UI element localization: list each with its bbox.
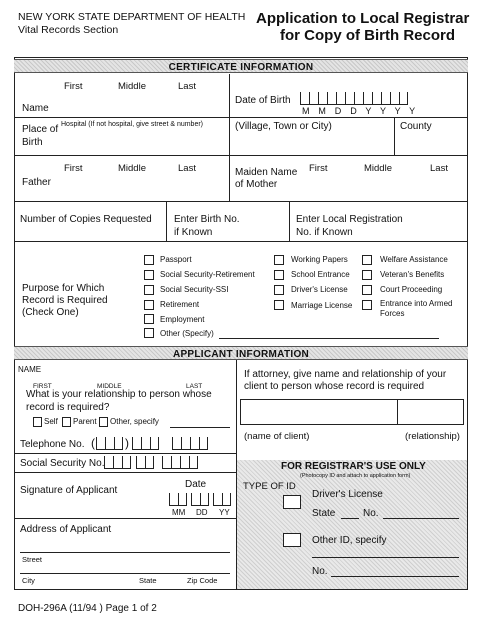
attorney-line-1: If attorney, give name and relationship of your [244,369,447,380]
registrar-other-id-label: Other ID, specify [312,535,387,546]
cert-middle-label: Middle [118,81,146,92]
school-entrance-label: School Entrance [291,270,350,279]
state-label: State [139,576,157,585]
cert-name-label: Name [22,103,49,114]
marriage-license-checkbox[interactable] [274,300,284,310]
attorney-line-2: client to person whose record is required [244,381,425,392]
registrar-heading: FOR REGISTRAR'S USE ONLY [281,461,426,472]
registrar-drivers-license-label: Driver's License [312,489,383,500]
telephone-area-boxes[interactable] [96,437,123,450]
other-rel-checkbox[interactable] [99,417,108,427]
city-line[interactable] [20,573,230,574]
other-id-checkbox[interactable] [283,533,301,547]
armed-forces-label: Entrance into Armed [380,299,453,308]
ss-ssi-checkbox[interactable] [144,285,154,295]
working-papers-label: Working Papers [291,255,348,264]
date-mm-label: MM [172,508,186,517]
purpose-label-1: Purpose for Which [22,283,105,294]
date-boxes-yy[interactable] [213,493,231,506]
hospital-note: Hospital (If not hospital, give street & number) [61,121,204,128]
retirement-checkbox[interactable] [144,300,154,310]
name-of-client-label: (name of client) [244,431,310,442]
registrar-state-label: State [312,508,336,519]
self-label: Self [44,417,58,426]
armed-forces-checkbox[interactable] [362,300,372,310]
form-title-line2: for Copy of Birth Record [280,27,455,44]
applicant-section-header [14,346,468,360]
father-label: Father [22,177,51,188]
signature-label: Signature of Applicant [20,485,118,496]
relationship-question-1: What is your relationship to person whose [26,389,212,400]
form-id-footer: DOH-296A (11/94 ) Page 1 of 2 [18,603,157,614]
dob-format-label: M M D D Y Y Y Y [302,106,419,116]
purpose-label-3: (Check One) [22,307,79,318]
passport-label: Passport [160,255,192,264]
other-rel-line[interactable] [170,427,230,428]
self-checkbox[interactable] [33,417,42,427]
employment-label: Employment [160,315,205,324]
row4-bottom-line [14,241,468,242]
welfare-checkbox[interactable] [362,255,372,265]
certificate-heading: CERTIFICATE INFORMATION [168,62,314,73]
purpose-label-2: Record is Required [22,295,108,306]
drivers-license-checkbox[interactable] [274,285,284,295]
drivers-license-label: Driver's License [291,285,348,294]
father-mother-divider [229,155,230,201]
ssn-label: Social Security No. [20,458,105,469]
date-dd-label: DD [196,508,208,517]
registrar-no-label: No. [363,508,379,519]
row1-bottom-line [14,117,468,118]
other-specify-line[interactable] [219,338,439,339]
copies-label: Number of Copies Requested [20,214,152,225]
applicant-first-label: FIRST [33,383,52,390]
applicant-middle-label: MIDDLE [97,383,122,390]
drivers-license-id-checkbox[interactable] [283,495,301,509]
applicant-last-label: LAST [186,383,203,390]
client-name-box[interactable] [240,399,398,425]
mother-last-label: Last [430,163,448,174]
cert-last-label: Last [178,81,196,92]
county-label: County [400,121,432,132]
tel-bottom-line [14,453,236,454]
birth-label: Birth [22,137,43,148]
mother-first-label: First [309,163,328,174]
other-id-line[interactable] [312,557,459,558]
agency-name: NEW YORK STATE DEPARTMENT OF HEALTH [18,11,246,23]
copies-divider [166,201,167,241]
telephone-prefix-boxes[interactable] [132,437,159,450]
marriage-license-label: Marriage License [291,301,353,310]
other-specify-checkbox[interactable] [144,328,154,338]
other-rel-label: Other, specify [110,417,159,426]
village-label: (Village, Town or City) [235,121,332,132]
employment-checkbox[interactable] [144,314,154,324]
telephone-line-boxes[interactable] [172,437,208,450]
mother-middle-label: Middle [364,163,392,174]
date-boxes-mm[interactable] [169,493,187,506]
ssn-boxes-2[interactable] [136,456,154,469]
cert-first-label: First [64,81,83,92]
retirement-label: Retirement [160,300,200,309]
applicant-name-label: NAME [18,365,42,374]
place-of-label: Place of [22,124,59,135]
telephone-label: Telephone No. [20,439,85,450]
school-entrance-checkbox[interactable] [274,270,284,280]
tel-open-paren: ( [91,436,95,450]
applicant-heading: APPLICANT INFORMATION [172,349,310,360]
name-dob-divider [229,74,230,117]
street-label: Street [22,555,43,564]
court-label: Court Proceeding [380,285,443,294]
ssn-boxes-1[interactable] [104,456,131,469]
father-last-label: Last [178,163,196,174]
zip-label: Zip Code [187,576,218,585]
father-middle-label: Middle [118,163,146,174]
ss-ssi-label: Social Security-SSI [160,285,229,294]
certificate-section-header [14,59,468,73]
date-label: Date [185,479,207,490]
street-line[interactable] [20,552,230,553]
passport-checkbox[interactable] [144,255,154,265]
relationship-label: (relationship) [405,431,460,442]
father-first-label: First [64,163,83,174]
section-name: Vital Records Section [18,24,119,36]
working-papers-checkbox[interactable] [274,255,284,265]
local-reg-label: Enter Local Registration [296,214,403,225]
veterans-checkbox[interactable] [362,270,372,280]
welfare-label: Welfare Assistance [380,255,448,264]
parent-checkbox[interactable] [62,417,71,427]
veterans-label: Veteran's Benefits [380,270,445,279]
birth-no-label: Enter Birth No. [174,214,240,225]
row2-bottom-line [14,155,468,156]
ss-retirement-label: Social Security-Retirement [160,270,255,279]
row3-bottom-line [14,201,468,202]
date-boxes-dd[interactable] [191,493,209,506]
ssn-bottom-line [14,472,236,473]
date-yy-label: YY [219,508,230,517]
ssn-boxes-3[interactable] [162,456,198,469]
of-mother-label: of Mother [235,179,278,190]
relationship-question-2: record is required? [26,402,110,413]
registrar-no2-label: No. [312,566,328,577]
form-title-line1: Application to Local Registrar [256,10,470,27]
type-of-id-label: TYPE OF ID [243,481,296,492]
registrar-state-line[interactable] [341,518,359,519]
registrar-no-line[interactable] [383,518,459,519]
ss-retirement-checkbox[interactable] [144,270,154,280]
place-divider-1 [229,117,230,155]
place-divider-2 [394,117,395,155]
dob-digit-boxes[interactable] [300,92,408,105]
court-checkbox[interactable] [362,285,372,295]
tel-close-paren: ) [125,436,129,450]
armed-forces-label-2: Forces [380,309,405,318]
registrar-note: (Photocopy ID and attach to application form) [300,473,411,479]
birth-no-if-known: if Known [174,227,213,238]
parent-label: Parent [73,417,97,426]
birthno-divider [289,201,290,241]
address-label: Address of Applicant [20,524,112,535]
sig-bottom-line [14,518,236,519]
city-label: City [22,576,35,585]
local-reg-if-known: No. if Known [296,227,353,238]
registrar-no2-line[interactable] [331,576,459,577]
other-specify-label: Other (Specify) [160,329,214,338]
dob-label: Date of Birth [235,95,291,106]
maiden-name-label: Maiden Name [235,167,298,178]
client-relationship-box[interactable] [397,399,464,425]
